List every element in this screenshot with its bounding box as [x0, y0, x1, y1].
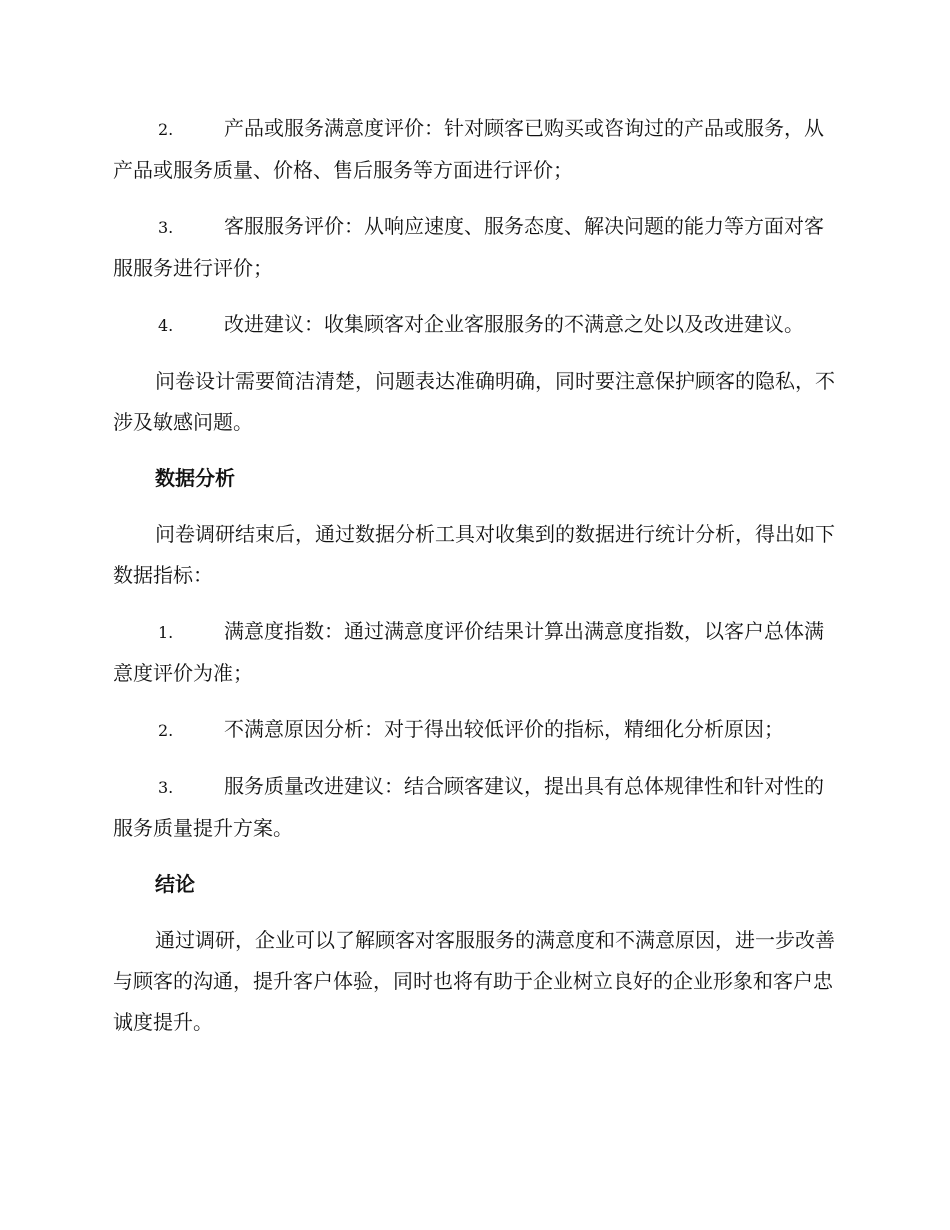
list-number: 3.	[158, 218, 174, 237]
paragraph-design: 问卷设计需要简洁清楚，问题表达准确明确，同时要注意保护顾客的隐私，不涉及敏感问题。	[113, 369, 835, 434]
paragraph-conclusion: 通过调研，企业可以了解顾客对客服服务的满意度和不满意原因，进一步改善与顾客的沟通，提升客户体验，同时也将有助于企业树立良好的企业形象和客户忠诚度提升。	[113, 928, 835, 1034]
list-text: 产品或服务满意度评价：针对顾客已购买或咨询过的产品或服务，从产品或服务质量、价格、售后服务等方面进行评价；	[113, 116, 824, 182]
paragraph-analysis: 问卷调研结束后，通过数据分析工具对收集到的数据进行统计分析，得出如下数据指标：	[113, 522, 835, 587]
list-item	[113, 108, 835, 191]
section-heading-conclusion: 结论	[155, 872, 195, 896]
list-item	[113, 611, 835, 694]
list-number: 1.	[158, 623, 174, 642]
list-text: 服务质量改进建议：结合顾客建议，提出具有总体规律性和针对性的服务质量提升方案。	[113, 774, 824, 840]
section-heading-analysis: 数据分析	[155, 466, 235, 490]
list-number: 4.	[158, 316, 174, 335]
list-item	[113, 766, 835, 849]
document-page	[113, 108, 835, 1043]
list-text: 不满意原因分析：对于得出较低评价的指标，精细化分析原因；	[224, 717, 784, 741]
list-text: 满意度指数：通过满意度评价结果计算出满意度指数，以客户总体满意度评价为准；	[113, 619, 824, 685]
list-number: 3.	[158, 778, 174, 797]
list-item	[113, 206, 835, 289]
list-text: 改进建议：收集顾客对企业客服服务的不满意之处以及改进建议。	[224, 312, 804, 336]
list-item	[113, 709, 835, 751]
list-item	[113, 304, 835, 346]
list-number: 2.	[158, 120, 174, 139]
list-number: 2.	[158, 721, 174, 740]
list-text: 客服服务评价：从响应速度、服务态度、解决问题的能力等方面对客服服务进行评价；	[113, 214, 824, 280]
